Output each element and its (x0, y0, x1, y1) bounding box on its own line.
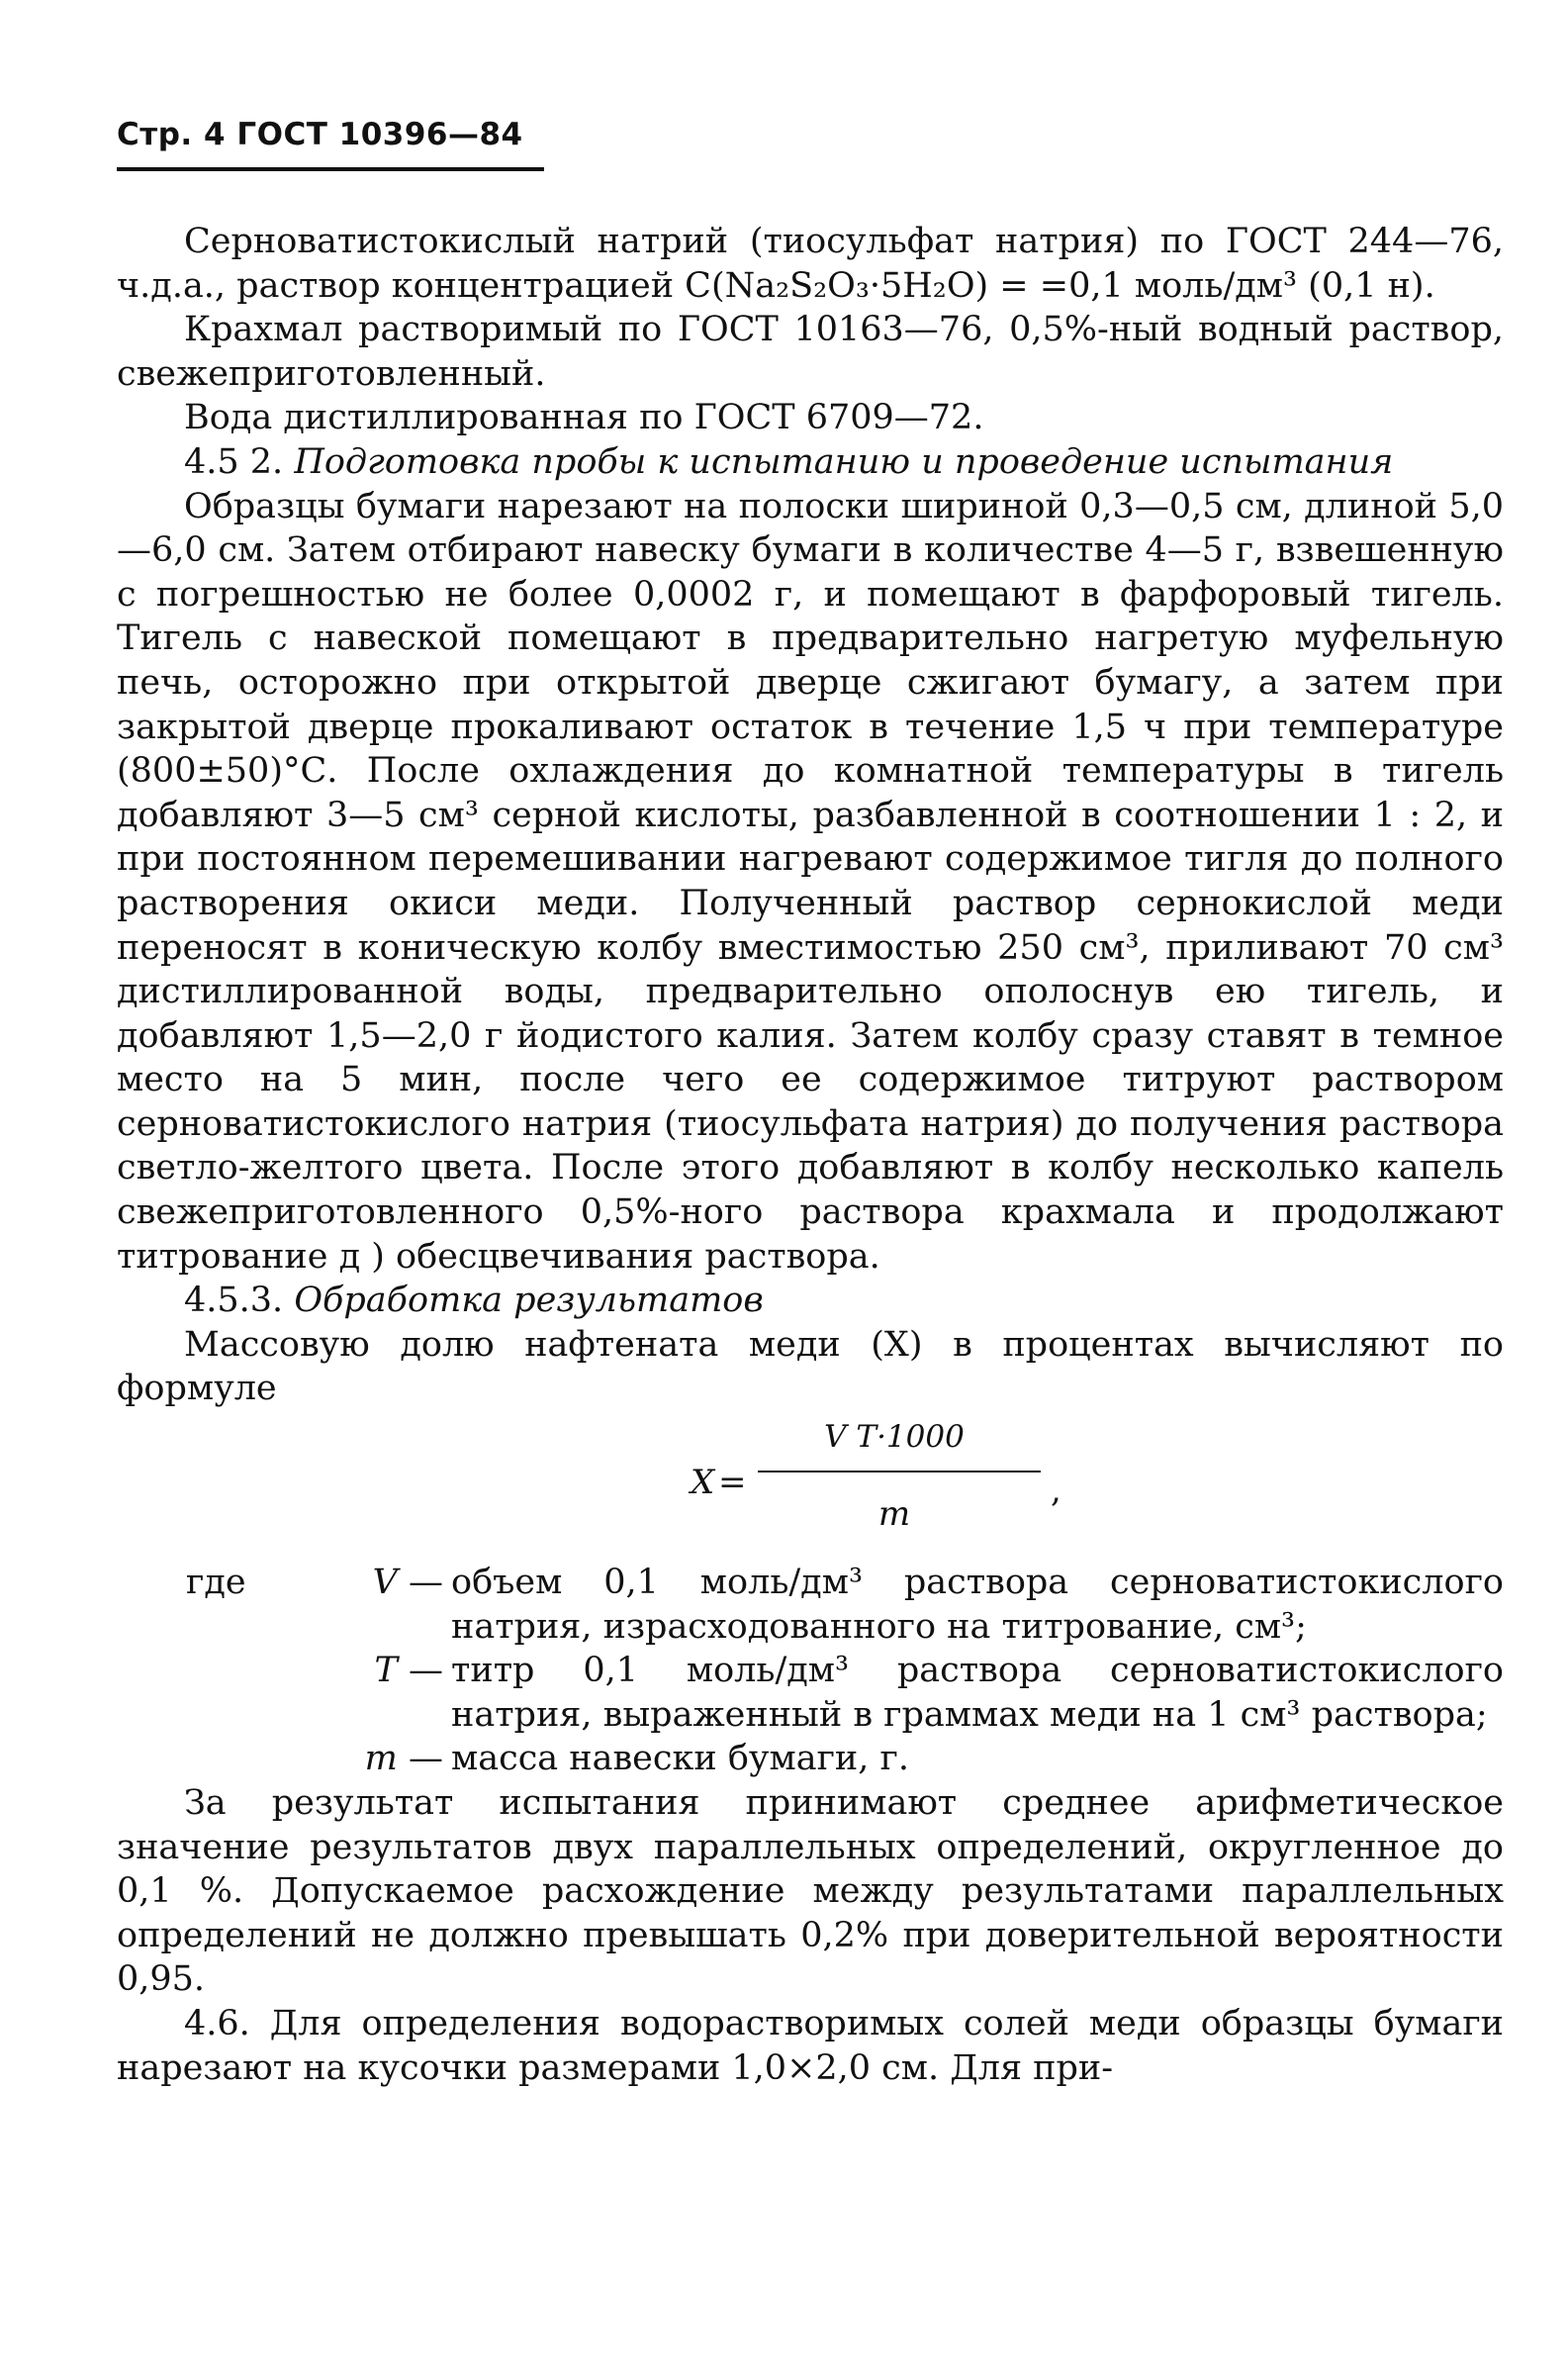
definition-dash: — (409, 1651, 443, 1691)
definition-symbol: T (374, 1651, 398, 1691)
definition-row (117, 1737, 1504, 1781)
definition-lead (117, 1649, 443, 1693)
page-header: Стр. 4 ГОСТ 10396—84 (117, 117, 523, 152)
where-label: где (186, 1563, 246, 1603)
paragraph-result: За результат испытания принимают среднее арифметическое значение результатов двух параллельных определений, округленное до 0,1 %. Допускаемое расхождение между результатами параллельных определений не должно превышать 0,2% при доверительной вероятности 0,95. (117, 1783, 1504, 2000)
header-rule (117, 167, 544, 171)
definition-text: масса навески бумаги, г. (451, 1739, 909, 1779)
formula-equals: = (718, 1463, 747, 1503)
section-title: Подготовка пробы к испытанию и проведение испытания (294, 441, 1394, 482)
formula-lhs: X (691, 1463, 715, 1503)
section-title: Обработка результатов (294, 1281, 764, 1321)
definition-text: объем 0,1 моль/дм³ раствора серноватистокислого натрия, израсходованного на титрование, см³; (451, 1563, 1504, 1647)
definition-dash: — (409, 1739, 443, 1779)
section-number: 4.5.3. (184, 1281, 284, 1321)
variable-definitions (117, 1561, 1504, 1781)
paragraph-distilled-water: Вода дистиллированная по ГОСТ 6709—72. (184, 398, 984, 438)
definition-row (117, 1649, 1504, 1737)
definition-row (117, 1561, 1504, 1649)
definition-text: титр 0,1 моль/дм³ раствора серноватистокислого натрия, выраженный в граммах меди на 1 см³ раствора; (451, 1651, 1504, 1735)
paragraph-4-6: 4.6. Для определения водорастворимых солей меди образцы бумаги нарезают на кусочки размерами 1,0×2,0 см. Для при- (117, 2003, 1504, 2088)
paragraph-starch: Крахмал растворимый по ГОСТ 10163—76, 0,5%-ный водный раствор, свежеприготовленный. (117, 310, 1504, 394)
definition-symbol: V (372, 1563, 398, 1603)
paragraph-procedure: Образцы бумаги нарезают на полоски шириной 0,3—0,5 см, длиной 5,0—6,0 см. Затем отбирают навеску бумаги в количестве 4—5 г, взвешенную с погрешностью не более 0,0002 г, и помещают в фарфоровый тигель. Тигель с навеской помещают в предварительно нагретую муфельную печь, осторожно при открытой дверце сжигают бумагу, а затем при закрытой дверце прокаливают остаток в течение 1,5 ч при температуре (800±50)°С. После охлаждения до комнатной температуры в тигель добавляют 3—5 см³ серной кислоты, разбавленной в соотношении 1 : 2, и при постоянном перемешивании нагревают содержимое тигля до полного растворения окиси меди. Полученный раствор сернокислой меди переносят в коническую колбу вместимостью 250 см³, приливают 70 см³ дистиллированной воды, предварительно ополоснув ею тигель, и добавляют 1,5—2,0 г йодистого калия. Затем колбу сразу ставят в темное место на 5 мин, после чего ее содержимое титруют раствором серноватистокислого натрия (тиосульфата натрия) до получения раствора светло-желтого цвета. После этого добавляют в колбу несколько капель свежеприготовленного 0,5%-ного раствора крахмала и продолжают титрование д ) обесцвечивания раствора. (117, 486, 1504, 1277)
formula-comma: , (1051, 1471, 1061, 1511)
section-number: 4.5 2. (184, 441, 284, 482)
formula-numerator: V T·1000 (824, 1419, 965, 1456)
formula-denominator: m (877, 1494, 911, 1535)
fraction-bar (758, 1471, 1041, 1472)
definition-dash: — (409, 1563, 443, 1603)
definition-lead (117, 1561, 443, 1605)
section-heading-4-5-2 (117, 440, 1504, 485)
section-heading-4-5-3 (117, 1279, 1504, 1323)
paragraph-sodium-thiosulfate: Сернoватистокислый натрий (тиосульфат натрия) по ГОСТ 244—76, ч.д.а., раствор концентрацией C(Na₂S₂O₃·5H₂O) = =0,1 моль/дм³ (0,1 н). (117, 222, 1504, 306)
definition-symbol: m (364, 1739, 398, 1779)
paragraph-formula-intro: Массовую долю нафтената меди (X) в процентах вычисляют по формуле (117, 1324, 1504, 1409)
definition-lead (117, 1737, 443, 1781)
document-body (117, 220, 1504, 2090)
formula (117, 1415, 1504, 1551)
